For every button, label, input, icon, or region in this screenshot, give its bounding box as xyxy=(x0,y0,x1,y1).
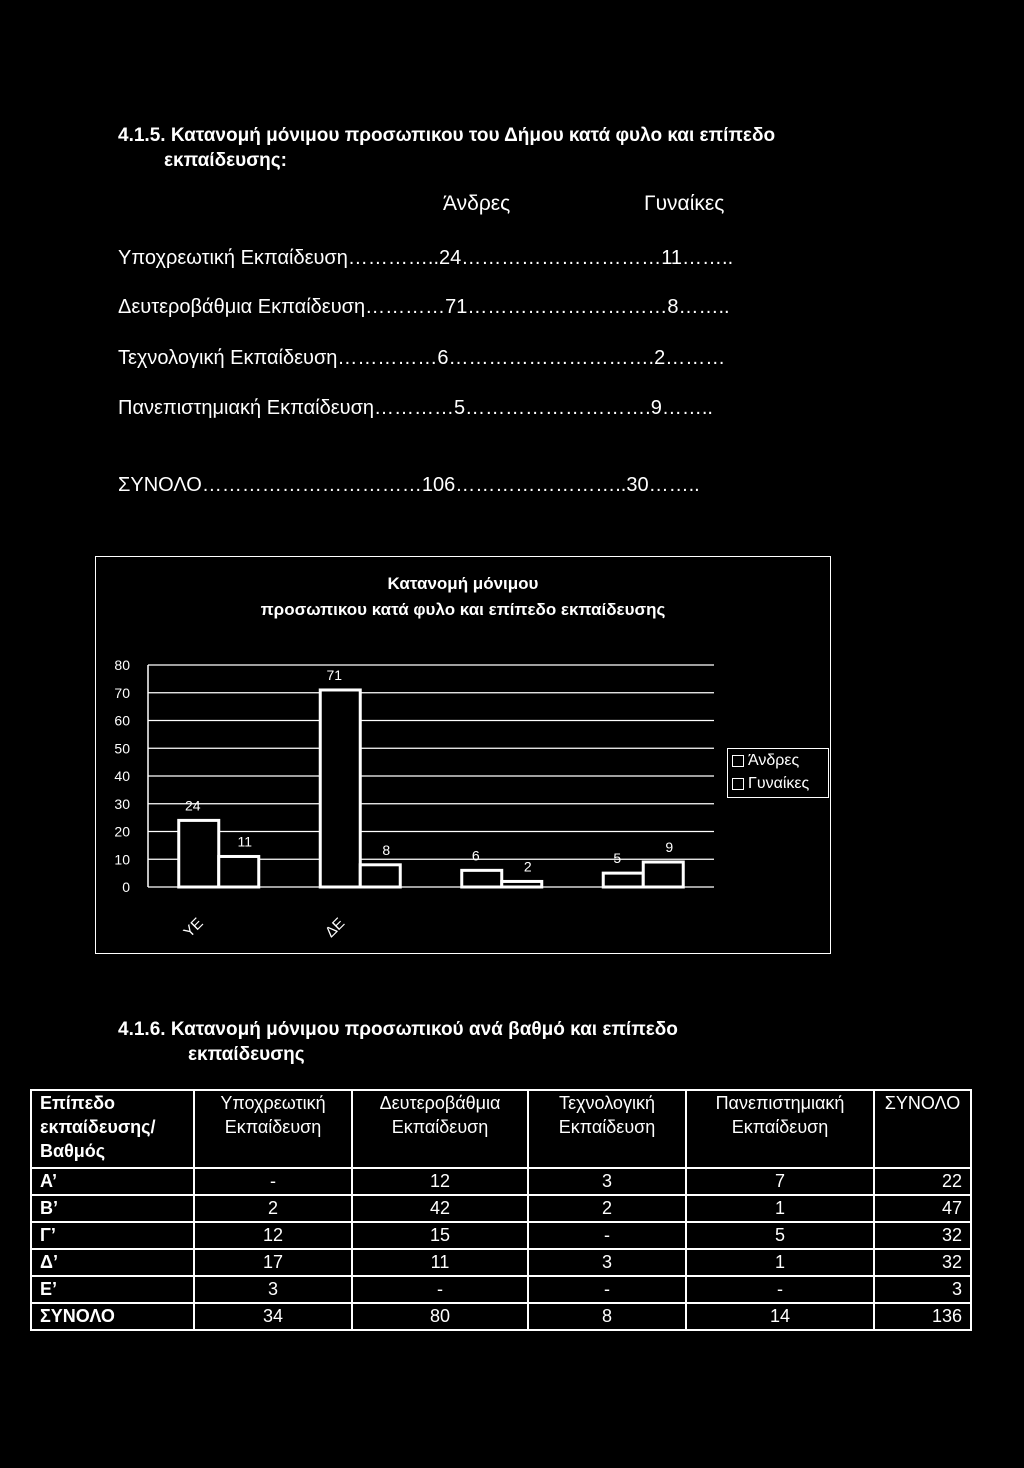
table-cell: 3 xyxy=(874,1276,971,1303)
legend-item-women xyxy=(728,772,828,795)
table-cell: 1 xyxy=(686,1249,874,1276)
bar-men xyxy=(603,873,643,887)
stat-line-compulsory: Υποχρεωτική Εκπαίδευση…………..24…………………………11…….. xyxy=(118,247,734,269)
table-cell: 12 xyxy=(194,1222,352,1249)
row-label-cell: Ε’ xyxy=(31,1276,194,1303)
header-level-grade: Επίπεδο εκπαίδευσης/ Βαθμός xyxy=(31,1090,194,1168)
table-header-row xyxy=(31,1090,971,1168)
table-cell: - xyxy=(528,1222,686,1249)
table-cell: 5 xyxy=(686,1222,874,1249)
row-label-cell: Γ’ xyxy=(31,1222,194,1249)
table-cell: 15 xyxy=(352,1222,528,1249)
table-cell: - xyxy=(352,1276,528,1303)
column-header-men: Άνδρες xyxy=(443,192,511,215)
table-cell: 80 xyxy=(352,1303,528,1330)
table-cell: 3 xyxy=(528,1168,686,1195)
bar-men xyxy=(462,870,502,887)
row-label-cell: Α’ xyxy=(31,1168,194,1195)
table-row xyxy=(31,1249,971,1276)
table-cell: 1 xyxy=(686,1195,874,1222)
table-cell: 3 xyxy=(528,1249,686,1276)
header-technological: Τεχνολογική Εκπαίδευση xyxy=(528,1090,686,1168)
data-label: 71 xyxy=(326,666,343,683)
stat-line-secondary: Δευτεροβάθμια Εκπαίδευση…………71…………………………8…….. xyxy=(118,296,730,318)
row-label-cell: ΣΥΝΟΛΟ xyxy=(31,1303,194,1330)
table-cell: - xyxy=(528,1276,686,1303)
table-cell: 32 xyxy=(874,1249,971,1276)
y-tick-label: 40 xyxy=(114,768,130,784)
data-label: 11 xyxy=(237,833,253,850)
heading-line-1: 4.1.6. Κατανομή μόνιμου προσωπικού ανά βαθμό και επίπεδο xyxy=(118,1019,678,1040)
legend-item-men xyxy=(728,749,828,772)
table-cell: 2 xyxy=(194,1195,352,1222)
legend-swatch-women xyxy=(732,778,744,790)
bar-women xyxy=(360,865,400,887)
y-tick-label: 20 xyxy=(114,823,130,840)
bar-women xyxy=(643,862,683,887)
y-tick-label: 30 xyxy=(114,795,130,812)
table-cell: 12 xyxy=(352,1168,528,1195)
table-cell: 14 xyxy=(686,1303,874,1330)
data-label: 2 xyxy=(523,858,532,875)
table-row xyxy=(31,1303,971,1330)
bar-men xyxy=(179,820,219,887)
data-label: 24 xyxy=(184,797,201,814)
table-cell: 8 xyxy=(528,1303,686,1330)
chart-title: Κατανομή μόνιμου προσωπικου κατά φυλο και επίπεδο εκπαίδευσης xyxy=(260,574,666,619)
section-heading-4-1-6 xyxy=(118,1017,938,1067)
bar-men xyxy=(320,690,360,887)
table-cell: 22 xyxy=(874,1168,971,1195)
table-row xyxy=(31,1276,971,1303)
y-tick-label: 70 xyxy=(114,684,130,701)
table-cell: 7 xyxy=(686,1168,874,1195)
header-total: ΣΥΝΟΛΟ xyxy=(874,1090,971,1168)
table-cell: 11 xyxy=(352,1249,528,1276)
stat-line-university: Πανεπιστημιακή Εκπαίδευση…………5……………………….9…….. xyxy=(118,397,713,419)
stat-line-technological: Τεχνολογική Εκπαίδευση……………6………………………….2……… xyxy=(118,347,726,369)
table-cell: - xyxy=(686,1276,874,1303)
section-heading-4-1-5 xyxy=(118,123,938,173)
table-row xyxy=(31,1195,971,1222)
row-label-cell: Δ’ xyxy=(31,1249,194,1276)
y-tick-label: 0 xyxy=(122,879,130,895)
heading-line-1: 4.1.5. Κατανομή μόνιμου προσωπικου του Δήμου κατά φυλο και επίπεδο xyxy=(118,125,776,146)
grade-education-table xyxy=(30,1089,972,1331)
column-header-women: Γυναίκες xyxy=(644,192,725,215)
table-cell: 34 xyxy=(194,1303,352,1330)
table-row xyxy=(31,1222,971,1249)
heading-line-2: εκπαίδευσης xyxy=(188,1044,305,1065)
table-cell: 42 xyxy=(352,1195,528,1222)
y-tick-label: 80 xyxy=(114,657,130,673)
data-label: 9 xyxy=(665,839,674,856)
y-tick-label: 60 xyxy=(114,712,130,729)
data-label: 8 xyxy=(382,841,391,858)
legend-label-men: Άνδρες xyxy=(748,751,800,769)
table-cell: 3 xyxy=(194,1276,352,1303)
data-label: 6 xyxy=(471,847,480,864)
table-cell: 47 xyxy=(874,1195,971,1222)
table-cell: 17 xyxy=(194,1249,352,1276)
x-tick-label: ΔΕ xyxy=(321,914,349,941)
stat-line-total: ΣΥΝΟΛΟ……………………………106……………………..30…….. xyxy=(118,474,700,496)
bar-women xyxy=(219,856,259,887)
bar-women xyxy=(502,881,542,887)
x-tick-label: ΥΕ xyxy=(180,914,207,941)
table-cell: 2 xyxy=(528,1195,686,1222)
table-cell: - xyxy=(194,1168,352,1195)
row-label-cell: Β’ xyxy=(31,1195,194,1222)
chart-legend xyxy=(727,748,829,798)
heading-line-2: εκπαίδευσης: xyxy=(164,150,287,171)
header-compulsory: Υποχρεωτική Εκπαίδευση xyxy=(194,1090,352,1168)
y-tick-label: 10 xyxy=(114,851,130,868)
table-row xyxy=(31,1168,971,1195)
table-cell: 32 xyxy=(874,1222,971,1249)
header-university: Πανεπιστημιακή Εκπαίδευση xyxy=(686,1090,874,1168)
table-cell: 136 xyxy=(874,1303,971,1330)
y-tick-label: 50 xyxy=(114,740,130,757)
legend-label-women: Γυναίκες xyxy=(748,774,810,792)
data-label: 5 xyxy=(613,850,622,867)
legend-swatch-men xyxy=(732,755,744,767)
chart-container xyxy=(95,556,831,954)
header-secondary: Δευτεροβάθμια Εκπαίδευση xyxy=(352,1090,528,1168)
bar-chart xyxy=(96,557,830,953)
